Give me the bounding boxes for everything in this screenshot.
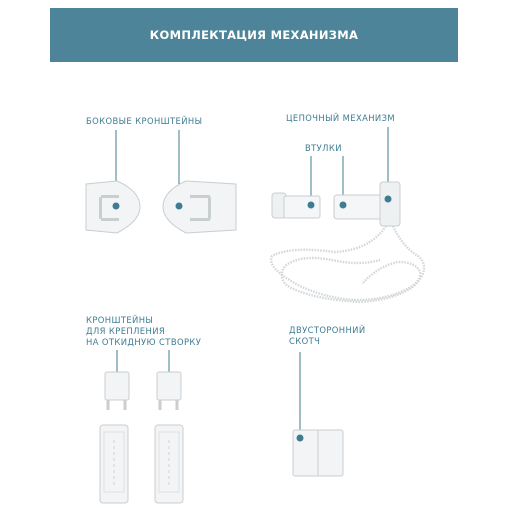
bushing-icon	[272, 193, 320, 218]
label-sash-brackets-line-3: НА ОТКИДНУЮ СТВОРКУ	[86, 337, 202, 347]
page-title: КОМПЛЕКТАЦИЯ МЕХАНИЗМА	[149, 28, 359, 42]
label-bushings-text: ВТУЛКИ	[305, 143, 342, 153]
label-side-brackets-text: БОКОВЫЕ КРОНШТЕЙНЫ	[86, 116, 203, 126]
label-tape-line-2: СКОТЧ	[289, 336, 321, 346]
bushing-icon	[334, 195, 382, 219]
label-sash-brackets-line-2: ДЛЯ КРЕПЛЕНИЯ	[86, 326, 166, 336]
chain-icon	[271, 226, 424, 302]
label-chain-mechanism-text: ЦЕПОЧНЫЙ МЕХАНИЗМ	[286, 113, 395, 123]
label-tape-line-1: ДВУСТОРОННИЙ	[289, 325, 366, 335]
sash-bracket-icon	[100, 425, 128, 503]
side-bracket-icon	[163, 181, 236, 233]
sash-bracket-icon	[157, 372, 181, 410]
chain-mechanism-icon	[380, 182, 400, 226]
label-sash-brackets-line-1: КРОНШТЕЙНЫ	[86, 315, 154, 325]
sash-bracket-icon	[155, 425, 183, 503]
side-bracket-icon	[86, 181, 140, 233]
tape-icon	[293, 430, 343, 476]
sash-bracket-icon	[105, 372, 129, 410]
